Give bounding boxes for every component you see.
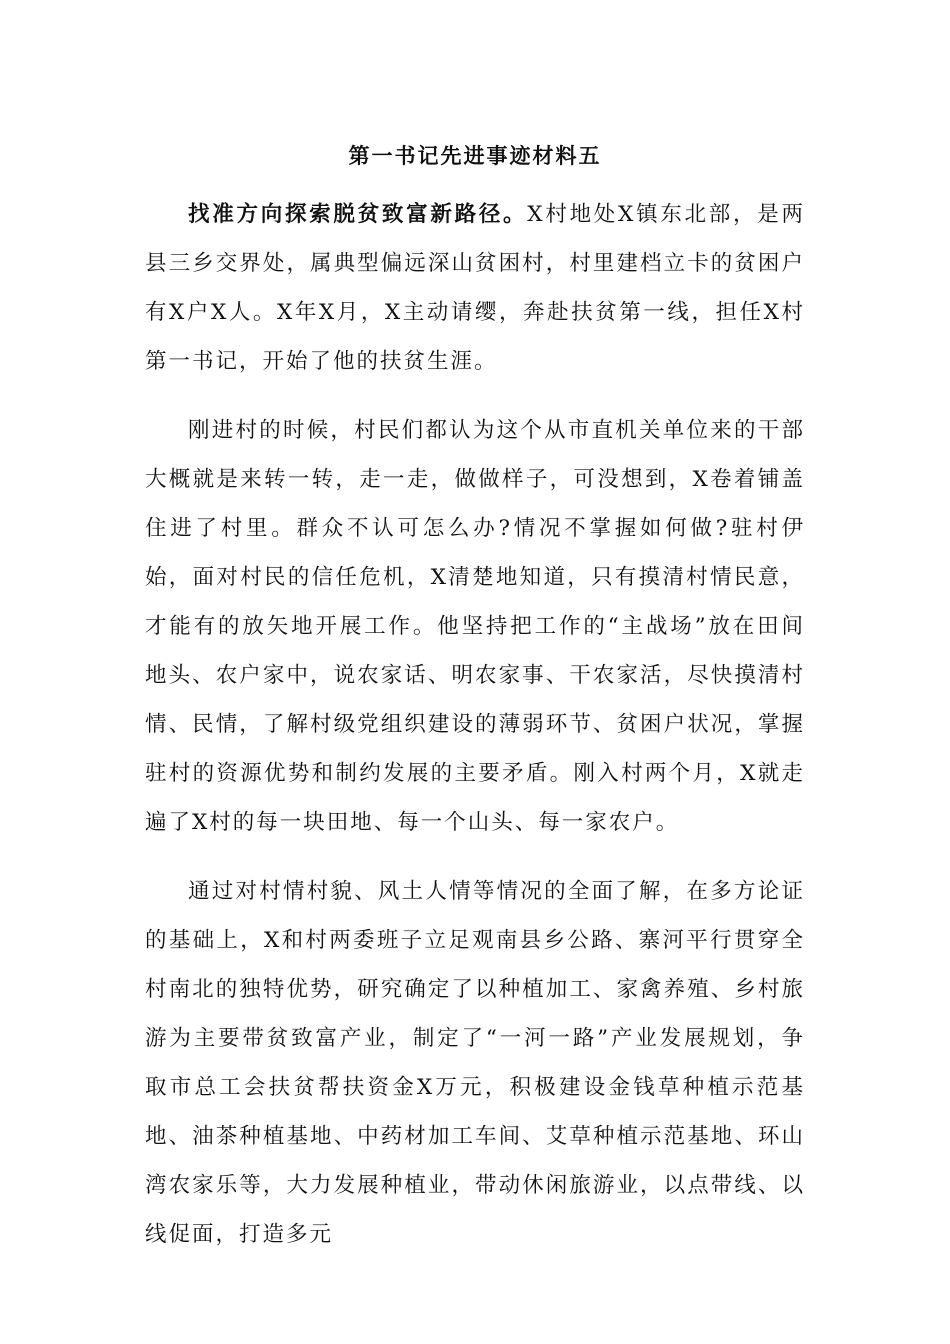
document-title: 第一书记先进事迹材料五 xyxy=(348,143,602,168)
paragraph-1 xyxy=(145,190,805,386)
document-body xyxy=(145,190,805,1279)
paragraph-3 xyxy=(145,867,805,1259)
paragraph-1-text: X村地处X镇东北部，是两县三乡交界处，属典型偏远深山贫困村，村里建档立卡的贫困户有X户X人。X年X月，X主动请缨，奔赴扶贫第一线，担任X村第一书记，开始了他的扶贫生涯。 xyxy=(145,202,805,374)
paragraph-3-text: 通过对村情村貌、风土人情等情况的全面了解，在多方论证的基础上，X和村两委班子立足观南县乡公路、寨河平行贯穿全村南北的独特优势，研究确定了以种植加工、家禽养殖、乡村旅游为主要带贫致富产业，制定了“一河一路”产业发展规划，争取市总工会扶贫帮扶资金X万元，积极建设金钱草种植示范基地、油茶种植基地、中药材加工车间、艾草种植示范基地、环山湾农家乐等，大力发展种植业，带动休闲旅游业，以点带线、以线促面，打造多元 xyxy=(145,879,805,1247)
paragraph-1-lead: 找准方向探索脱贫致富新路径。 xyxy=(188,202,528,227)
paragraph-2 xyxy=(145,406,805,847)
paragraph-2-text: 刚进村的时候，村民们都认为这个从市直机关单位来的干部大概就是来转一转，走一走，做做样子，可没想到，X卷着铺盖住进了村里。群众不认可怎么办?情况不掌握如何做?驻村伊始，面对村民的信任危机，X清楚地知道，只有摸清村情民意，才能有的放矢地开展工作。他坚持把工作的“主战场”放在田间地头、农户家中，说农家话、明农家事、干农家活，尽快摸清村情、民情，了解村级党组织建设的薄弱环节、贫困户状况，掌握驻村的资源优势和制约发展的主要矛盾。刚入村两个月，X就走遍了X村的每一块田地、每一个山头、每一家农户。 xyxy=(145,418,805,835)
